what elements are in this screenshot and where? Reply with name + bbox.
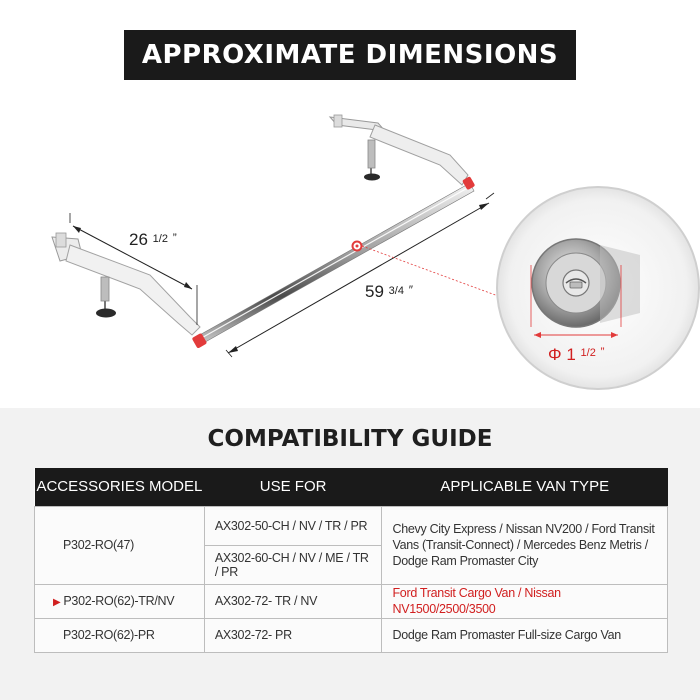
compatibility-section xyxy=(0,408,700,700)
diameter-label: Φ 1 $^{1/2}$ ” xyxy=(548,345,605,364)
use-for-cell: AX302-60-CH / NV / ME / TR / PR xyxy=(204,545,382,584)
roller-bar xyxy=(192,176,476,349)
use-for-cell: AX302-72- PR xyxy=(204,618,382,652)
far-bracket xyxy=(330,115,468,185)
length-label: 59 3/4 ″ xyxy=(365,282,413,301)
use-for-cell: AX302-50-CH / NV / TR / PR xyxy=(204,506,382,545)
table-header-row xyxy=(35,468,668,506)
model-cell: P302-RO(47) xyxy=(35,506,205,584)
length-dimension-line xyxy=(226,193,494,357)
van-type-cell: Dodge Ram Promaster Full-size Cargo Van xyxy=(382,618,668,652)
compatibility-title: COMPATIBILITY GUIDE xyxy=(207,426,493,452)
column-header-use-for: USE FOR xyxy=(204,468,382,506)
table-row-highlighted xyxy=(35,584,668,618)
table-row xyxy=(35,618,668,652)
van-type-cell-highlighted: Ford Transit Cargo Van / Nissan NV1500/2500/3500 xyxy=(382,584,668,618)
compatibility-table xyxy=(34,468,668,653)
near-bracket xyxy=(52,233,200,335)
table-row xyxy=(35,506,668,545)
depth-label: 26 1/2 ” xyxy=(129,230,177,249)
page-title-text: APPROXIMATE DIMENSIONS xyxy=(141,40,559,70)
van-type-cell: Chevy City Express / Nissan NV200 / Ford Transit Vans (Transit-Connect) / Mercedes Benz Metris / Dodge Ram Promaster City xyxy=(382,506,668,584)
use-for-cell: AX302-72- TR / NV xyxy=(204,584,382,618)
page-title xyxy=(124,30,576,80)
play-arrow-icon: ▶ xyxy=(53,597,61,608)
column-header-model: ACCESSORIES MODEL xyxy=(35,468,205,506)
roller-dimension-diagram xyxy=(0,95,700,405)
model-cell: P302-RO(62)-PR xyxy=(35,618,205,652)
column-header-van-type: APPLICABLE VAN TYPE xyxy=(382,468,668,506)
model-cell-highlighted: ▶ P302-RO(62)-TR/NV xyxy=(35,584,205,618)
